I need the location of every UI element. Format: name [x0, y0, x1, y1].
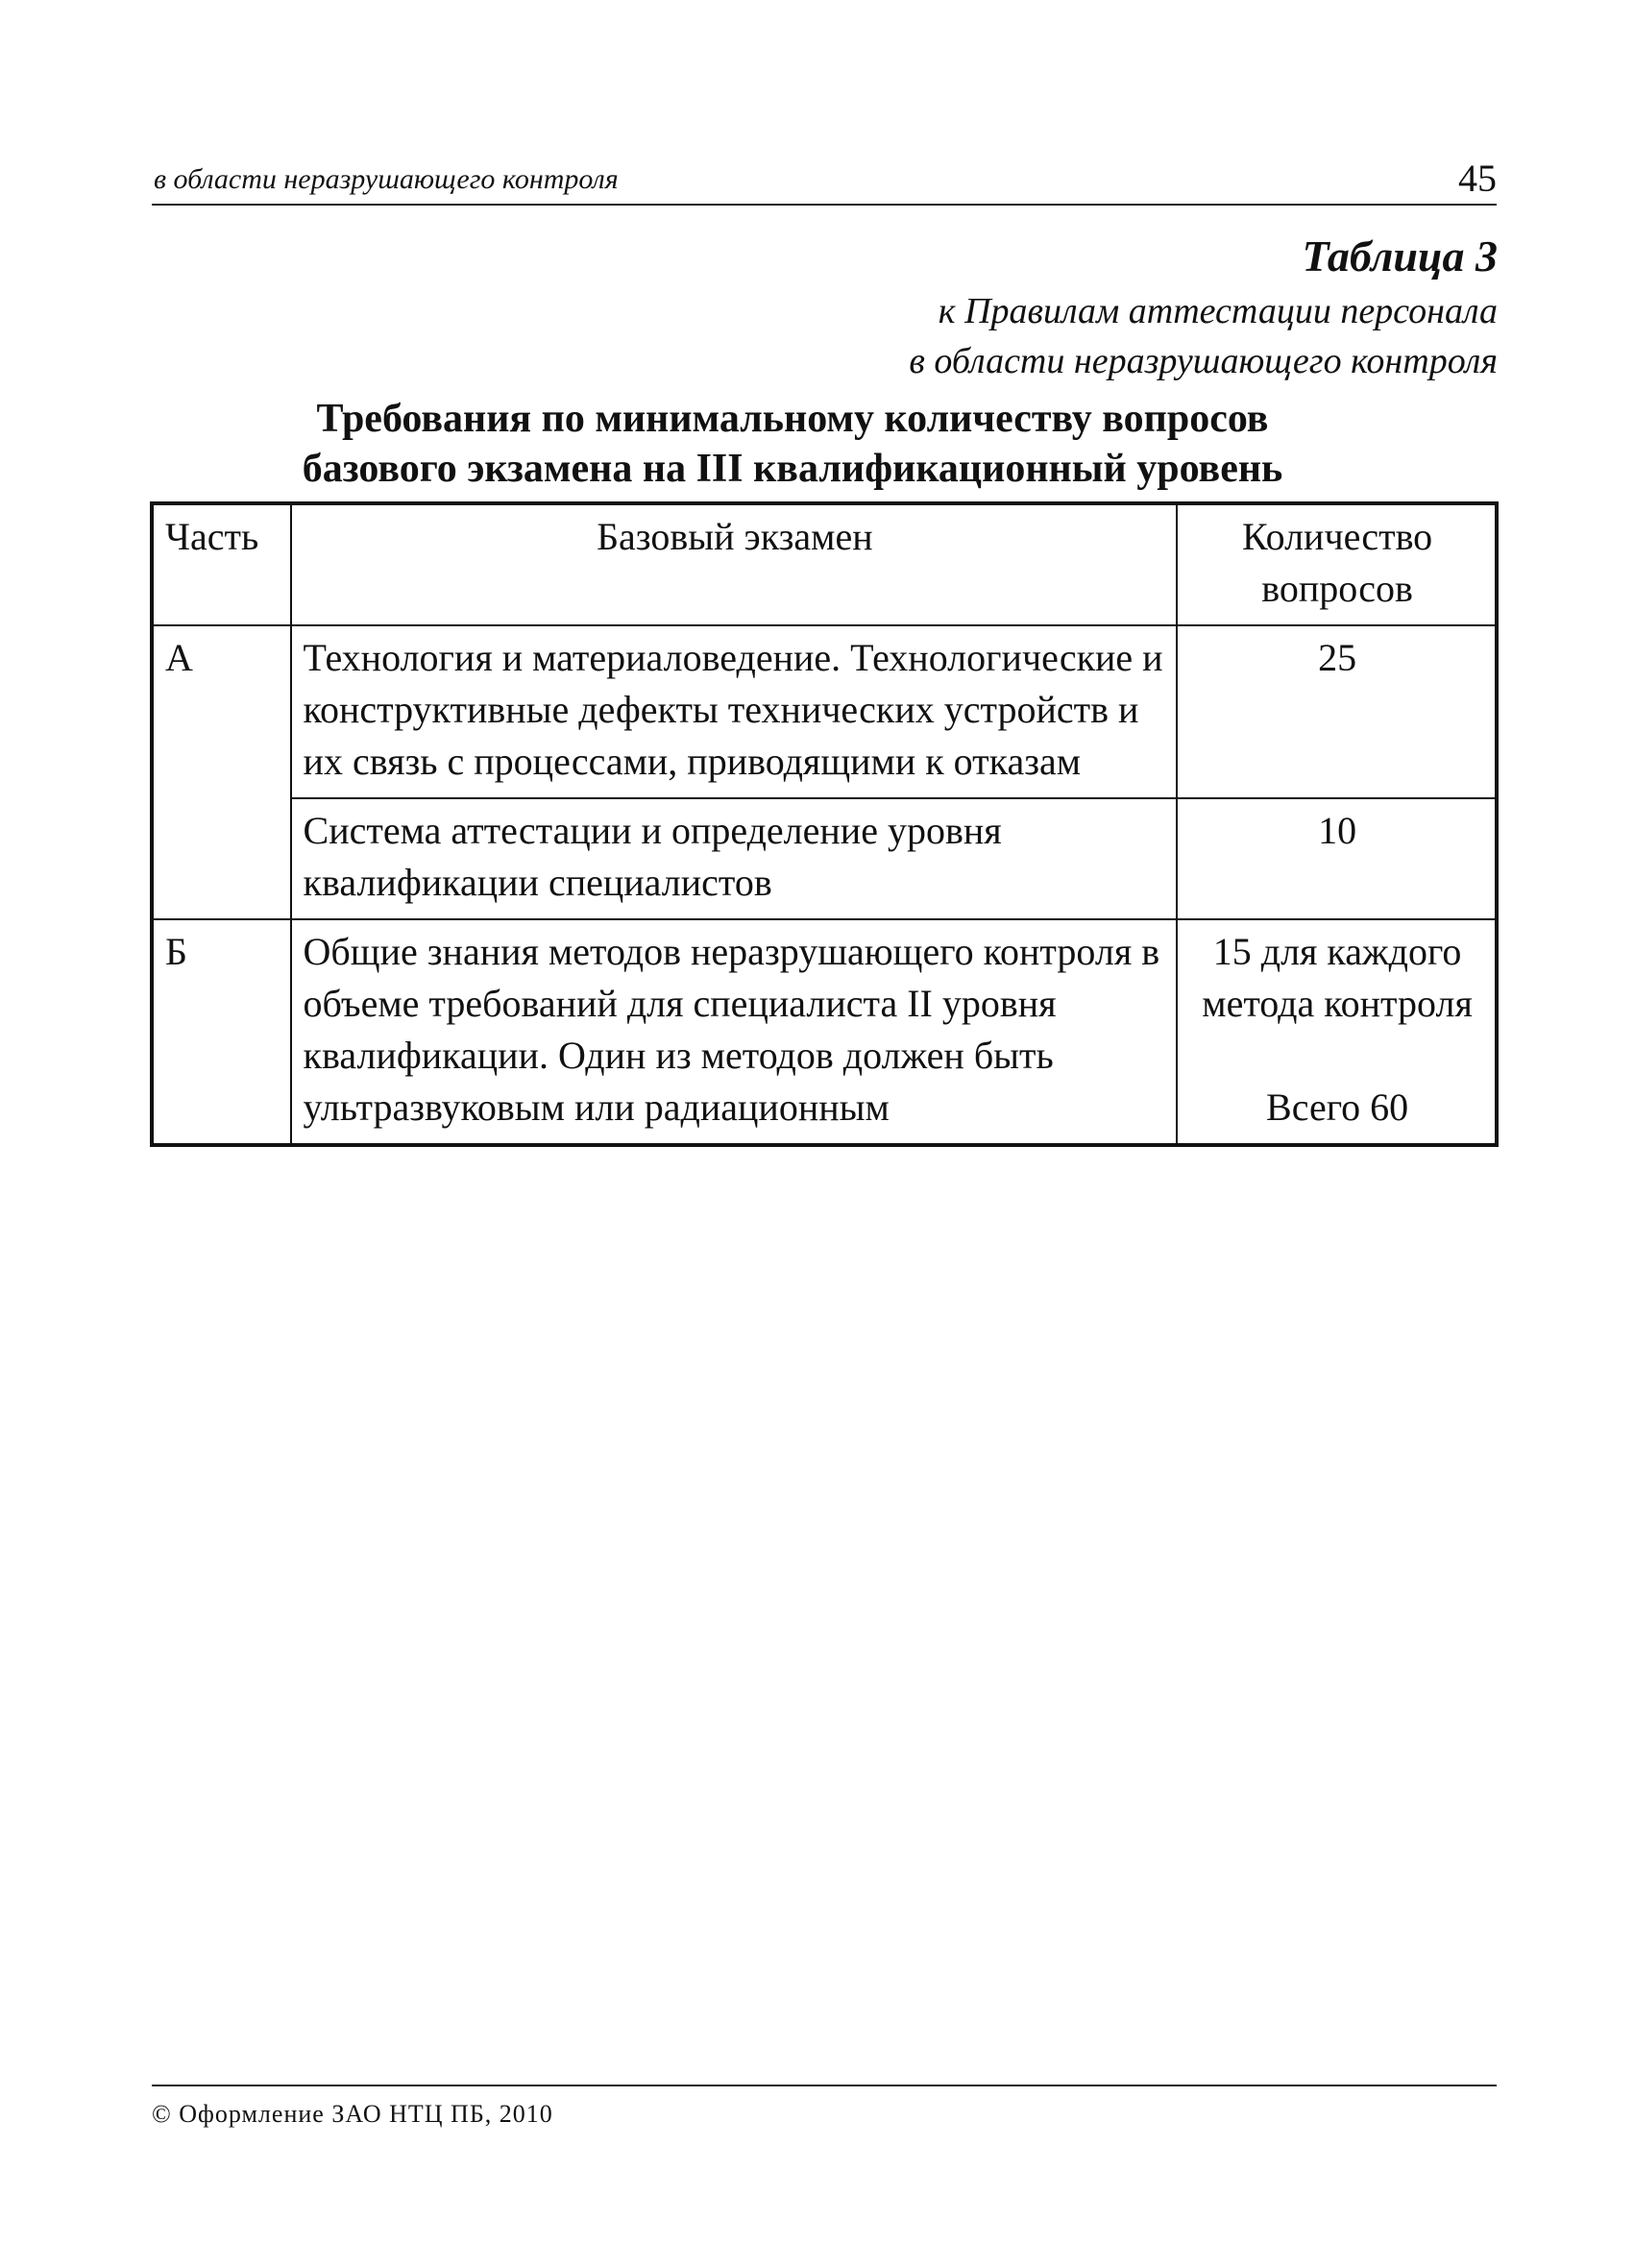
header-exam: Базовый экзамен: [291, 503, 1178, 625]
running-header: [152, 154, 1497, 206]
exam-cell: Общие знания методов неразрушающего контроля в объеме требований для специалиста II уровня квалификации. Один из методов должен быть ультразвуковым или радиационным: [291, 919, 1178, 1145]
annex-reference: [633, 286, 1498, 386]
footer-divider: [152, 2085, 1497, 2086]
title-line-1: Требования по минимальному количеству вопросов: [316, 397, 1269, 441]
running-title: в области неразрушающего контроля: [154, 163, 619, 195]
page-number: 45: [1458, 157, 1497, 200]
title-line-2: базового экзамена на III квалификационный уровень: [302, 447, 1283, 491]
table-row: [152, 798, 1497, 919]
table-header-row: [152, 503, 1497, 625]
exam-cell: Технология и материаловедение. Технологические и конструктивные дефекты технических устройств и их связь с процессами, приводящими к отказам: [291, 625, 1178, 798]
exam-cell: Система аттестации и определение уровня квалификации специалистов: [291, 798, 1178, 919]
table-label: Таблица 3: [1302, 232, 1498, 280]
part-cell: Б: [152, 919, 291, 1145]
part-cell: А: [152, 625, 291, 919]
document-title: [240, 394, 1345, 494]
count-cell: 25: [1177, 625, 1497, 798]
requirements-table: [150, 501, 1499, 1147]
annex-ref-line-1: к Правилам аттестации персонала: [938, 291, 1498, 331]
footer-copyright: © Оформление ЗАО НТЦ ПБ, 2010: [152, 2100, 553, 2128]
annex-ref-line-2: в области неразрушающего контроля: [909, 341, 1498, 381]
count-cell: 10: [1177, 798, 1497, 919]
header-count: Количество вопросов: [1177, 503, 1497, 625]
count-total: Всего 60: [1266, 1085, 1409, 1129]
count-spacer: [1189, 1030, 1485, 1082]
table-row: [152, 625, 1497, 798]
header-part: Часть: [152, 503, 291, 625]
count-cell: [1177, 919, 1497, 1145]
count-per-method: 15 для каждого метода контроля: [1202, 930, 1473, 1025]
table-row: [152, 919, 1497, 1145]
